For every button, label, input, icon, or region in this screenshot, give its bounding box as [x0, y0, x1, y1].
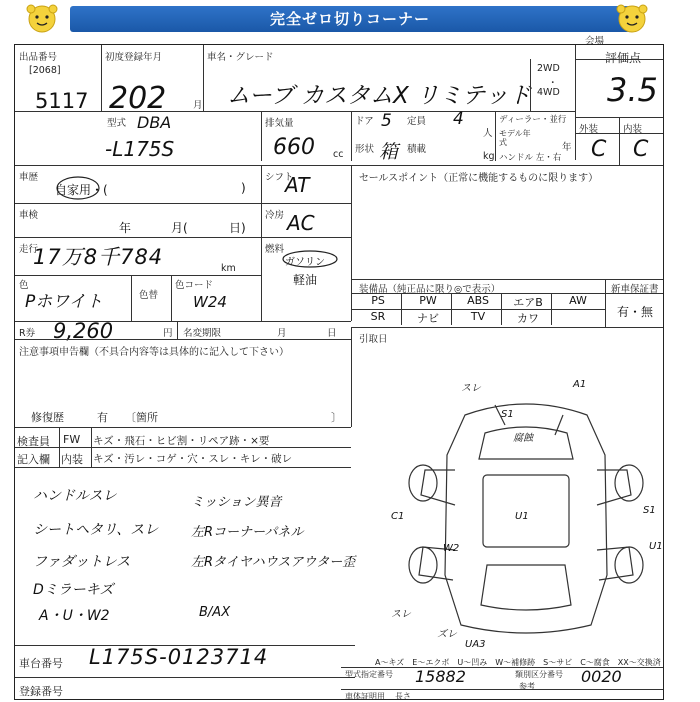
equip-item: PW	[419, 294, 437, 307]
diagram-label: スレ	[391, 609, 411, 620]
note-left-item: A・U・W2	[39, 608, 110, 624]
equip-item: AW	[569, 294, 587, 307]
diagram-label: C1	[391, 511, 405, 522]
model-value: -L175S	[105, 137, 175, 161]
interior-record-label: 内装	[61, 453, 83, 466]
note-left-item: ハンドルスレ	[33, 488, 117, 504]
history-value: 自家用・(	[55, 183, 108, 197]
lot-sub: [2068]	[29, 65, 61, 76]
interior-label: 内装	[623, 124, 643, 135]
chassis-label: 車台番号	[19, 657, 63, 670]
load-unit: kg	[483, 151, 495, 162]
lot-number: 5117	[35, 89, 89, 113]
first-reg-label: 初度登録年月	[105, 52, 163, 63]
lot-label: 出品番号	[19, 52, 58, 63]
warranty-value: 有・無	[617, 305, 654, 319]
model-label: 型式	[107, 118, 127, 129]
color-label: 色	[19, 280, 29, 291]
mileage-value: 17万8千784	[33, 245, 164, 269]
venue-label: 会場	[585, 36, 605, 47]
fuel-circle	[281, 249, 339, 269]
color-change-label: 色替	[139, 290, 159, 301]
name-change-month: 月	[277, 328, 287, 339]
cert-label: 車体証明用	[345, 692, 385, 701]
fuel-value-1: ガソリン	[285, 257, 325, 268]
year-unit: 年	[562, 142, 572, 153]
length-label: 長さ	[395, 692, 411, 701]
history-label: 車歴	[19, 172, 39, 183]
color-value: Pホワイト	[25, 292, 103, 312]
score-label: 評価点	[605, 51, 642, 65]
inspection-month: 月(	[171, 221, 188, 235]
diagram-label: U1	[649, 541, 663, 552]
color-code-label: 色コード	[175, 280, 214, 291]
displacement-label: 排気量	[265, 118, 294, 129]
mileage-unit: km	[221, 263, 236, 274]
score-value: 3.5	[607, 71, 658, 109]
handle-label: ハンドル 左・右	[499, 153, 562, 163]
displacement-unit: cc	[333, 149, 344, 160]
recycle-unit: 円	[163, 328, 173, 339]
ref-label: 参考	[519, 682, 535, 691]
inspection-day: 日)	[229, 221, 246, 235]
mascot-icon-right	[612, 2, 652, 36]
model-year-label: モデル年式	[499, 129, 531, 147]
note-label: 注意事項申告欄（不具合内容等は具体的に記入して下さい）	[19, 347, 289, 358]
first-reg-unit: 月	[193, 100, 203, 111]
history-circle	[55, 175, 101, 201]
mascot-icon-left	[22, 2, 62, 36]
doors-value: 5	[381, 111, 392, 131]
doors-label: ドア	[355, 116, 374, 127]
drive-dot: ・	[548, 78, 558, 89]
shape-value: 箱	[379, 141, 399, 163]
note-right-item: 左Rコーナーパネル	[191, 525, 304, 540]
mileage-label: 走行	[19, 244, 39, 255]
fw-label: FW	[63, 433, 81, 446]
displacement-value: 660	[273, 135, 315, 160]
repair-part: 〔箇所	[125, 411, 158, 424]
equip-label: 装備品（純正品に限り◎で表示）	[359, 284, 501, 295]
chassis-value: L175S-0123714	[89, 645, 269, 669]
equip-item: エアB	[513, 296, 543, 309]
equipment-grid	[351, 293, 605, 325]
capacity-unit: 人	[483, 128, 493, 139]
exterior-label: 外装	[579, 124, 599, 135]
name-label: 車名・グレード	[207, 52, 274, 63]
reg-label: 登録番号	[19, 685, 63, 698]
capacity-value: 4	[453, 109, 464, 129]
new-warranty-label: 新車保証書	[611, 284, 659, 295]
diagram-label: W2	[443, 543, 460, 554]
model-prefix: DBA	[137, 113, 172, 132]
auction-sheet	[14, 36, 664, 701]
diagram-label: S1	[643, 505, 656, 516]
note-left-item: Dミラーキズ	[33, 582, 114, 598]
note-left-item: ファダットレス	[33, 554, 131, 570]
ac-label: 冷房	[265, 210, 285, 221]
note-right-item: 左Rタイヤハウスアウター歪	[191, 555, 356, 570]
dealer-label: ディーラー・並行	[499, 115, 567, 125]
recycle-label: R券	[19, 328, 36, 339]
note-right-item: ミッション異音	[191, 495, 282, 510]
equip-item: SR	[370, 310, 386, 323]
first-reg-value: 202	[109, 81, 167, 116]
capacity-label: 定員	[407, 116, 427, 127]
diagram-label: スレ	[461, 383, 481, 394]
banner-title: 完全ゼロ切りコーナー	[70, 6, 630, 32]
history-close: )	[241, 181, 246, 195]
shift-label: シフト	[265, 172, 294, 183]
repair-label: 修復歴	[31, 411, 64, 424]
inspector-label: 検査員	[17, 435, 50, 448]
inspection-label: 車検	[19, 210, 39, 221]
equip-item: PS	[371, 294, 385, 307]
name-change-day: 日	[327, 328, 337, 339]
equip-item: ナビ	[417, 312, 439, 325]
load-label: 積載	[407, 144, 427, 155]
drive-2wd: 2WD	[537, 63, 560, 74]
category-value: 0020	[581, 667, 622, 686]
fw-items: キズ・飛石・ヒビ割・リペア跡・×要	[93, 435, 270, 447]
diagram-label: 腐蝕	[513, 433, 533, 444]
diagram-label: A1	[573, 379, 587, 390]
sales-label: セールスポイント（正常に機能するものに限ります）	[359, 173, 599, 184]
equip-item: カワ	[517, 312, 539, 325]
color-code-value: W24	[193, 293, 227, 311]
diagram-label: ズレ	[437, 629, 457, 640]
note-right-item: B/AX	[199, 605, 231, 620]
pickup-label: 引取日	[359, 334, 388, 345]
exterior-value: C	[591, 137, 607, 162]
name-value: ムーブ カスタムX リミテッド	[227, 83, 532, 109]
diagram-label: UA3	[465, 639, 486, 650]
name-change-label: 名変期限	[183, 328, 222, 339]
type-num-value: 15882	[415, 667, 466, 686]
fuel-label: 燃料	[265, 244, 285, 255]
diagram-label: U1	[515, 511, 529, 522]
repair-value: 有	[97, 411, 108, 424]
ac-value: AC	[287, 211, 315, 235]
interior-items: キズ・汚レ・コゲ・穴・スレ・キレ・破レ	[93, 453, 293, 465]
equip-item: TV	[470, 310, 486, 323]
inspection-year: 年	[119, 221, 132, 235]
diagram-label: S1	[501, 409, 514, 420]
recycle-value: 9,260	[53, 319, 114, 343]
fuel-value-2: 軽油	[293, 273, 318, 287]
interior-value: C	[633, 137, 649, 162]
shift-value: AT	[285, 173, 310, 197]
note-left-item: シートヘタリ、スレ	[33, 522, 159, 538]
drive-4wd: 4WD	[537, 87, 560, 98]
category-label: 類別区分番号	[515, 670, 563, 679]
record-label: 記入欄	[17, 453, 50, 466]
repair-close: 〕	[331, 411, 342, 424]
diagram-legend: A～キズ E～エクボ U～凹み W～補修跡 S～サビ C～腐食 XX～交換済	[375, 658, 661, 667]
shape-label: 形状	[355, 144, 375, 155]
equip-item: ABS	[467, 294, 489, 307]
type-num-label: 型式指定番号	[345, 670, 393, 679]
